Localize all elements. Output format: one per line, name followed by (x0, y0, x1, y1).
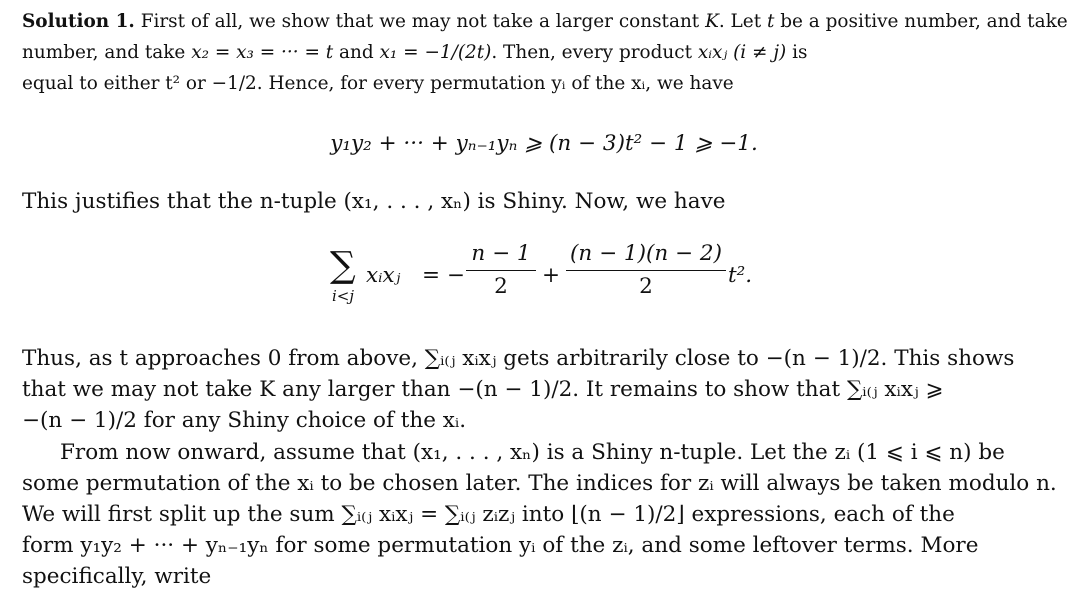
line-1: Solution 1. First of all, we show that we may not take a larger constant K. Let t be a positive number, and take (22, 11, 1068, 32)
solution-heading: Solution 1. (22, 11, 135, 32)
line-3: equal to either t² or −1/2. Hence, for every permutation yᵢ of the xᵢ, we have (22, 73, 734, 94)
plus-sign: + (542, 263, 561, 288)
paragraph-approach-limit: Thus, as t approaches 0 from above, ∑ᵢ₍ⱼ xᵢxⱼ gets arbitrarily close to −(n − 1)/2. This shows that we may not take K any larger than −(n − 1)/2. It remains to show that ∑ᵢ₍ⱼ xᵢxⱼ ⩾ −(n − 1)/2 for any Shiny choice of the xᵢ. (22, 346, 1015, 433)
sum-lhs: xᵢxⱼ (366, 263, 401, 288)
fraction-2: (n − 1)(n − 2) 2 (566, 240, 726, 301)
equals-minus: = − (422, 263, 465, 288)
sigma-symbol: ∑ (330, 245, 356, 286)
t-squared: t². (728, 263, 753, 288)
fraction-1: n − 1 2 (466, 240, 536, 301)
paragraph-solution-intro (22, 6, 1066, 99)
sigma-subscript: i<j (332, 287, 355, 305)
paragraph-shiny-tuple: From now onward, assume that (x₁, . . . , xₙ) is a Shiny n-tuple. Let the zᵢ (1 ⩽ i ⩽ n) be some permutation of the xᵢ to be chosen later. The indices for zᵢ will always be taken modulo n. We will first split up the sum ∑ᵢ₍ⱼ xᵢxⱼ = ∑ᵢ₍ⱼ zᵢzⱼ into ⌊(n − 1)/2⌋ expressions, each of the form y₁y₂ + ··· + yₙ₋₁yₙ for some permutation yᵢ of the zᵢ, and some leftover terms. More specifically, write (22, 440, 1057, 589)
display-equation-1: y₁y₂ + ··· + yₙ₋₁yₙ ⩾ (n − 3)t² − 1 ⩾ −1. (330, 131, 758, 156)
display-equation-sum (330, 240, 790, 320)
paragraph-shiny-justification: This justifies that the n-tuple (x₁, . . . , xₙ) is Shiny. Now, we have (22, 189, 726, 214)
line-2: number, and take x₂ = x₃ = ··· = t and x₁ = −1/(2t). Then, every product xᵢxⱼ (i ≠ j) is (22, 42, 808, 63)
